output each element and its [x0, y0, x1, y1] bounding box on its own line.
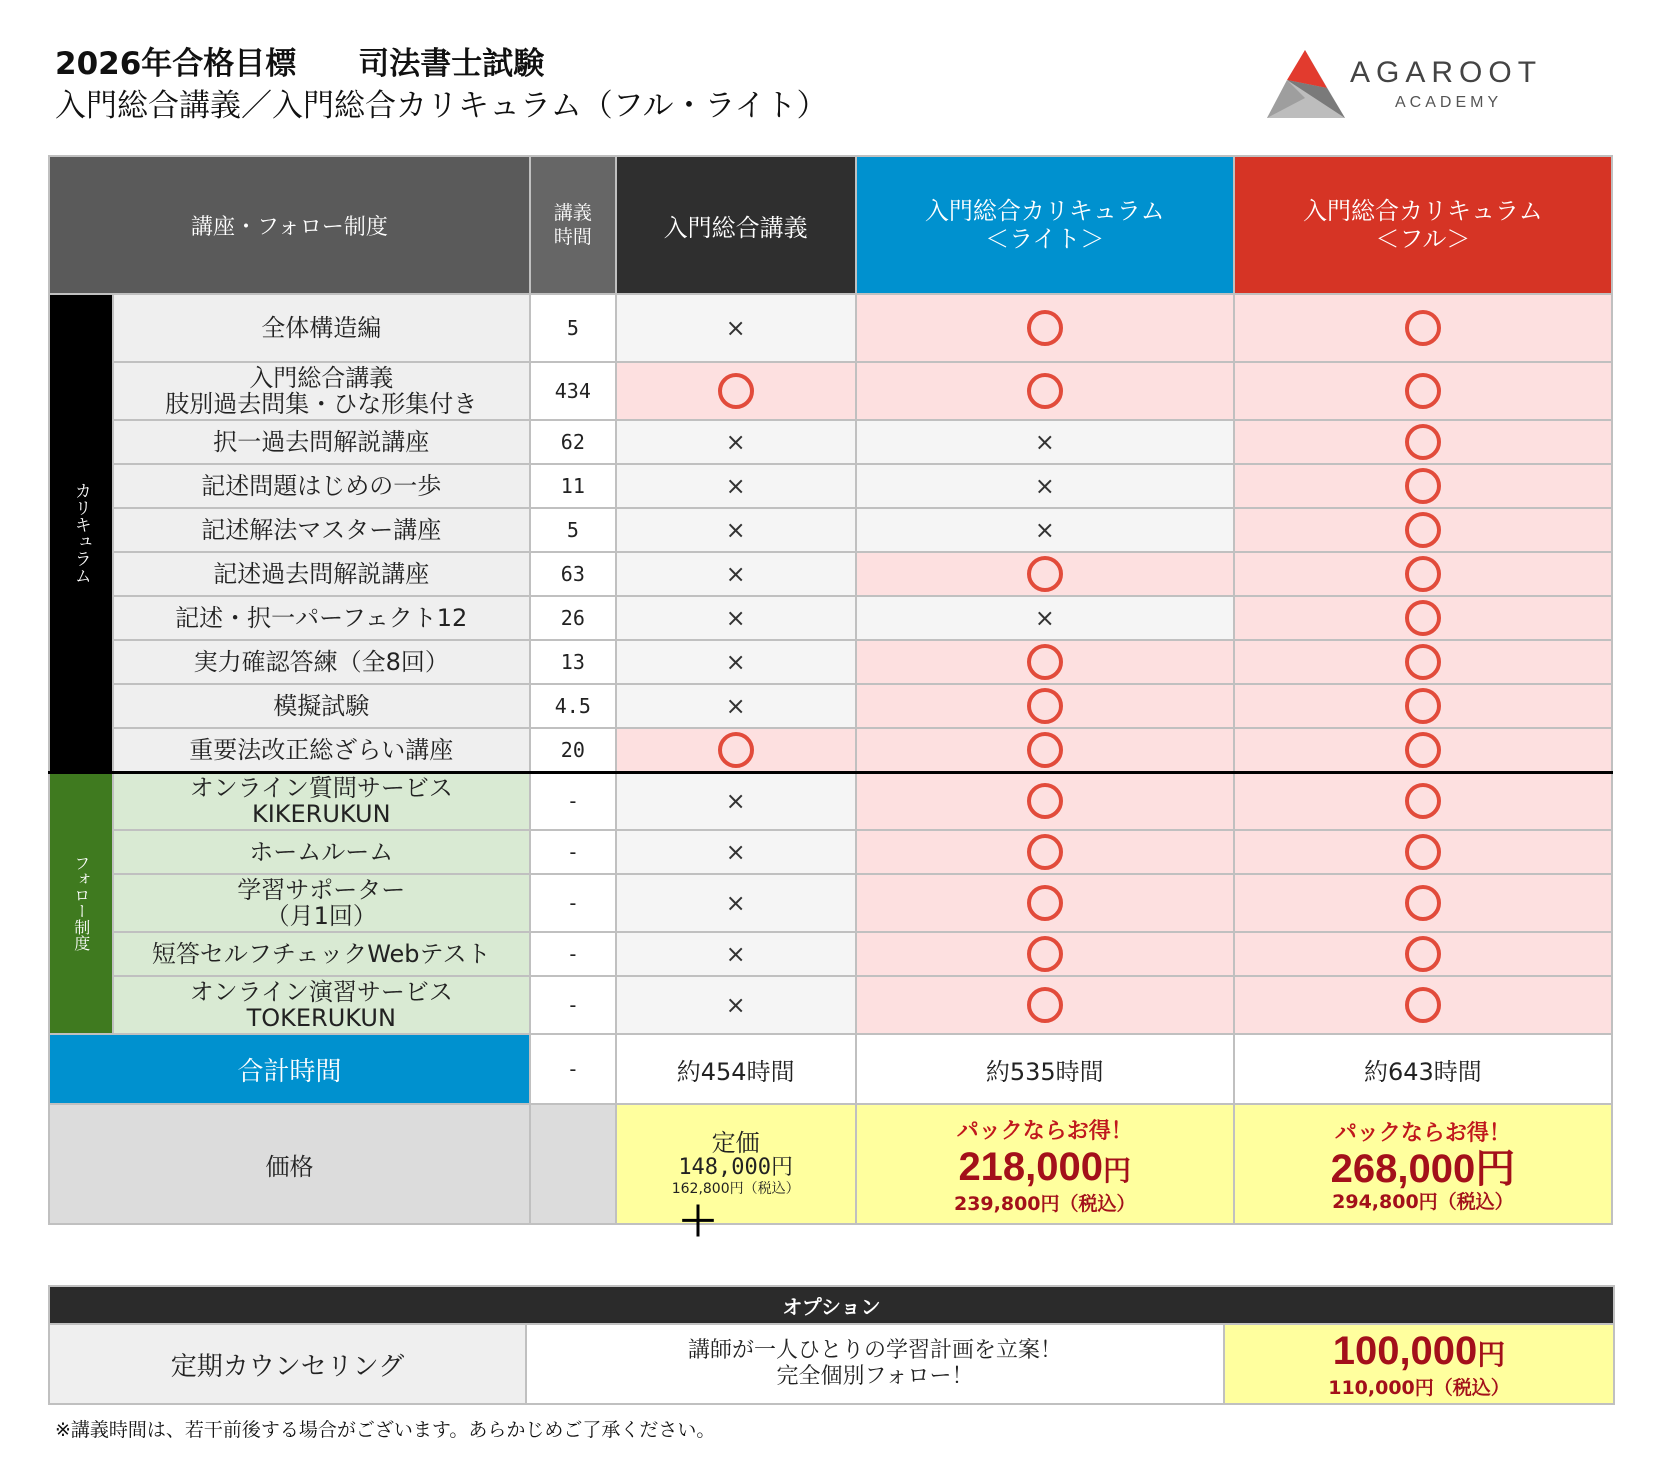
lecture-hours: 26: [530, 596, 616, 640]
total-full: 約643時間: [1234, 1034, 1612, 1104]
course-name: [113, 362, 530, 420]
price-list-label: 定価: [711, 1129, 760, 1157]
header-course: 講座・フォロー制度: [49, 156, 530, 294]
table-row: [49, 684, 1612, 728]
option-price: [1224, 1324, 1614, 1404]
circle-mark-icon: [1027, 783, 1063, 819]
price-light-amount-wrap: [857, 1145, 1233, 1193]
availability-cell: [1234, 596, 1612, 640]
availability-cell: [1234, 552, 1612, 596]
lecture-hours: -: [530, 932, 616, 976]
course-name: [113, 728, 530, 772]
logo-triangle-icon: [1265, 48, 1347, 120]
price-light: [856, 1104, 1234, 1224]
course-name-line1: 入門総合講義: [249, 364, 394, 392]
agaroot-logo: [1265, 48, 1565, 128]
circle-mark-icon: [1027, 556, 1063, 592]
circle-mark-icon: [718, 373, 754, 409]
lecture-hours: 5: [530, 508, 616, 552]
table-row: [49, 640, 1612, 684]
cross-mark-icon: ×: [725, 604, 746, 632]
availability-cell: [616, 552, 856, 596]
cross-mark-icon: ×: [1034, 472, 1055, 500]
cross-mark-icon: ×: [725, 787, 746, 816]
availability-cell: [856, 464, 1234, 508]
lecture-hours: -: [530, 772, 616, 830]
availability-cell: [616, 728, 856, 772]
course-name-line1: 重要法改正総ざらい講座: [189, 735, 454, 764]
availability-cell: [856, 552, 1234, 596]
circle-mark-icon: [1405, 556, 1441, 592]
lecture-hours: -: [530, 874, 616, 932]
option-price-unit: 円: [1477, 1339, 1506, 1370]
table-row: [49, 294, 1612, 362]
availability-cell: [1234, 640, 1612, 684]
price-full-amount: 268,000円: [1330, 1146, 1516, 1191]
circle-mark-icon: [1027, 644, 1063, 680]
availability-cell: [1234, 420, 1612, 464]
circle-mark-icon: [1027, 834, 1063, 870]
availability-cell: [856, 772, 1234, 830]
circle-mark-icon: [1027, 987, 1063, 1023]
course-name: [113, 294, 530, 362]
lecture-hours: 63: [530, 552, 616, 596]
group-label-curriculum: カリキュラム: [49, 294, 113, 772]
header-col-full-l2: ＜フル＞: [1375, 225, 1471, 253]
option-desc-line1: 講師が一人ひとりの学習計画を立案！: [687, 1338, 1062, 1363]
option-table: [48, 1285, 1615, 1405]
cross-mark-icon: ×: [1034, 428, 1055, 456]
lecture-hours: 4.5: [530, 684, 616, 728]
cross-mark-icon: ×: [725, 516, 746, 544]
lecture-hours: 5: [530, 294, 616, 362]
availability-cell: [1234, 464, 1612, 508]
course-name-line1: ホームルーム: [249, 838, 394, 866]
availability-cell: [616, 874, 856, 932]
header-col-intro-lecture: 入門総合講義: [616, 156, 856, 294]
total-row: [49, 1034, 1612, 1104]
circle-mark-icon: [1405, 783, 1441, 819]
availability-cell: [616, 420, 856, 464]
course-name: [113, 508, 530, 552]
page-title: 2026年合格目標 司法書士試験: [55, 46, 545, 82]
option-header-row: [49, 1286, 1614, 1324]
circle-mark-icon: [1405, 600, 1441, 636]
total-intro-lecture: 約454時間: [616, 1034, 856, 1104]
table-row: [49, 830, 1612, 874]
price-full-tax: 294,800円（税込）: [1332, 1190, 1514, 1213]
price-full-deal: パックならお得！: [1334, 1120, 1511, 1146]
price-list-amount: 148,000円: [678, 1155, 794, 1180]
circle-mark-icon: [1405, 512, 1441, 548]
cross-mark-icon: ×: [725, 648, 746, 676]
course-name-line1: 択一過去問解説講座: [213, 428, 430, 456]
course-name: [113, 596, 530, 640]
header-hours: [530, 156, 616, 294]
availability-cell: [856, 728, 1234, 772]
availability-cell: [616, 772, 856, 830]
availability-cell: [616, 640, 856, 684]
option-desc-line2: 完全個別フォロー！: [776, 1364, 974, 1389]
course-name-line2: 肢別過去問集・ひな形集付き: [165, 390, 478, 418]
availability-cell: [1234, 508, 1612, 552]
table-row: [49, 508, 1612, 552]
availability-cell: [616, 362, 856, 420]
price-light-amount: 218,000: [958, 1144, 1104, 1189]
total-label: 合計時間: [49, 1034, 530, 1104]
course-name-line1: 記述問題はじめの一歩: [201, 472, 442, 500]
course-name-line1: 短答セルフチェックWebテスト: [151, 940, 491, 968]
cross-mark-icon: ×: [1034, 604, 1055, 632]
price-light-tax: 239,800円（税込）: [953, 1192, 1136, 1215]
cross-mark-icon: ×: [1034, 516, 1055, 544]
circle-mark-icon: [1027, 732, 1063, 768]
cross-mark-icon: ×: [725, 692, 746, 720]
availability-cell: [856, 420, 1234, 464]
lecture-hours: 434: [530, 362, 616, 420]
cross-mark-icon: ×: [725, 940, 746, 968]
availability-cell: [856, 596, 1234, 640]
plus-sign: ＋: [678, 1199, 718, 1245]
course-name-line2: KIKERUKUN: [251, 800, 391, 829]
course-name: [113, 830, 530, 874]
course-name-line1: オンライン演習サービス: [189, 978, 453, 1006]
price-intro-lecture: [616, 1104, 856, 1224]
course-name: [113, 684, 530, 728]
availability-cell: [856, 932, 1234, 976]
comparison-table: [48, 155, 1613, 1225]
course-name-line1: オンライン質問サービス: [189, 774, 453, 803]
circle-mark-icon: [1405, 885, 1441, 921]
header-col-light-l2: ＜ライト＞: [985, 225, 1105, 253]
table-row: [49, 976, 1612, 1034]
price-row: [49, 1104, 1612, 1224]
price-hours-empty: [530, 1104, 616, 1224]
circle-mark-icon: [1405, 688, 1441, 724]
course-name-line1: 模擬試験: [273, 692, 370, 720]
circle-mark-icon: [1405, 373, 1441, 409]
course-name: [113, 420, 530, 464]
course-name: [113, 932, 530, 976]
availability-cell: [1234, 976, 1612, 1034]
header-col-full-l1: 入門総合カリキュラム: [1303, 197, 1543, 225]
availability-cell: [1234, 728, 1612, 772]
cross-mark-icon: ×: [725, 560, 746, 588]
availability-cell: [856, 684, 1234, 728]
option-description: [526, 1324, 1224, 1404]
price-list-tax: 162,800円（税込）: [671, 1181, 800, 1197]
table-row: [49, 728, 1612, 772]
lecture-hours: 20: [530, 728, 616, 772]
course-name-line1: 記述・択一パーフェクト12: [175, 604, 468, 632]
option-name: 定期カウンセリング: [49, 1324, 526, 1404]
logo-name: AGAROOT: [1350, 56, 1543, 89]
availability-cell: [856, 294, 1234, 362]
cross-mark-icon: ×: [725, 889, 746, 917]
table-row: [49, 772, 1612, 830]
availability-cell: [616, 830, 856, 874]
header-hours-text: 講義時間: [553, 202, 592, 248]
circle-mark-icon: [1405, 310, 1441, 346]
table-header-row: [49, 156, 1612, 294]
availability-cell: [1234, 684, 1612, 728]
availability-cell: [1234, 932, 1612, 976]
cross-mark-icon: ×: [725, 472, 746, 500]
table-row: [49, 362, 1612, 420]
availability-cell: [856, 830, 1234, 874]
price-light-unit: 円: [1103, 1154, 1132, 1186]
lecture-hours: -: [530, 830, 616, 874]
course-name-line1: 記述解法マスター講座: [201, 516, 442, 544]
course-name: [113, 772, 530, 830]
cross-mark-icon: ×: [725, 314, 746, 342]
circle-mark-icon: [1027, 373, 1063, 409]
lecture-hours: 62: [530, 420, 616, 464]
price-full: [1234, 1104, 1612, 1224]
lecture-hours: -: [530, 976, 616, 1034]
availability-cell: [856, 976, 1234, 1034]
option-title: オプション: [49, 1286, 1614, 1324]
table-row: [49, 464, 1612, 508]
circle-mark-icon: [1405, 468, 1441, 504]
availability-cell: [1234, 772, 1612, 830]
table-row: [49, 596, 1612, 640]
table-row: [49, 420, 1612, 464]
circle-mark-icon: [1405, 834, 1441, 870]
availability-cell: [856, 508, 1234, 552]
option-price-tax: 110,000円（税込）: [1328, 1377, 1510, 1399]
circle-mark-icon: [1027, 936, 1063, 972]
course-name: [113, 464, 530, 508]
availability-cell: [856, 640, 1234, 684]
availability-cell: [616, 294, 856, 362]
availability-cell: [616, 508, 856, 552]
lecture-hours: 13: [530, 640, 616, 684]
total-light: 約535時間: [856, 1034, 1234, 1104]
circle-mark-icon: [1027, 885, 1063, 921]
header-col-full: [1234, 156, 1612, 294]
total-hours: -: [530, 1034, 616, 1104]
course-name-line2: TOKERUKUN: [246, 1004, 396, 1032]
group-label-follow: フォロー制度: [49, 772, 113, 1034]
availability-cell: [1234, 874, 1612, 932]
circle-mark-icon: [1027, 688, 1063, 724]
header-col-light-l1: 入門総合カリキュラム: [924, 197, 1165, 225]
circle-mark-icon: [1405, 732, 1441, 768]
availability-cell: [616, 976, 856, 1034]
lecture-hours: 11: [530, 464, 616, 508]
header-col-light: [856, 156, 1234, 294]
course-name: [113, 874, 530, 932]
logo-subtitle: ACADEMY: [1395, 94, 1503, 111]
circle-mark-icon: [1405, 424, 1441, 460]
option-row: [49, 1324, 1614, 1404]
circle-mark-icon: [1405, 644, 1441, 680]
availability-cell: [856, 874, 1234, 932]
price-label: 価格: [49, 1104, 530, 1224]
availability-cell: [616, 684, 856, 728]
availability-cell: [1234, 362, 1612, 420]
price-light-deal: パックならお得！: [956, 1118, 1133, 1144]
circle-mark-icon: [1405, 936, 1441, 972]
cross-mark-icon: ×: [725, 838, 746, 866]
cross-mark-icon: ×: [725, 428, 746, 456]
page-subtitle: 入門総合講義／入門総合カリキュラム（フル・ライト）: [55, 88, 828, 124]
circle-mark-icon: [718, 732, 754, 768]
cross-mark-icon: ×: [725, 991, 746, 1019]
course-name-line2: （月1回）: [265, 902, 377, 930]
course-name: [113, 640, 530, 684]
circle-mark-icon: [1405, 987, 1441, 1023]
option-price-amount: 100,000: [1332, 1329, 1478, 1373]
table-row: [49, 932, 1612, 976]
course-name-line1: 学習サポーター: [237, 876, 406, 904]
course-name-line1: 全体構造編: [261, 314, 382, 342]
circle-mark-icon: [1027, 310, 1063, 346]
availability-cell: [856, 362, 1234, 420]
footnote: ※講義時間は、若干前後する場合がございます。あらかじめご了承ください。: [55, 1419, 716, 1441]
availability-cell: [616, 596, 856, 640]
course-name-line1: 記述過去問解説講座: [213, 560, 430, 588]
availability-cell: [616, 464, 856, 508]
availability-cell: [1234, 830, 1612, 874]
availability-cell: [1234, 294, 1612, 362]
course-name: [113, 976, 530, 1034]
course-name: [113, 552, 530, 596]
table-row: [49, 874, 1612, 932]
table-row: [49, 552, 1612, 596]
availability-cell: [616, 932, 856, 976]
course-name-line1: 実力確認答練（全8回）: [193, 648, 449, 676]
